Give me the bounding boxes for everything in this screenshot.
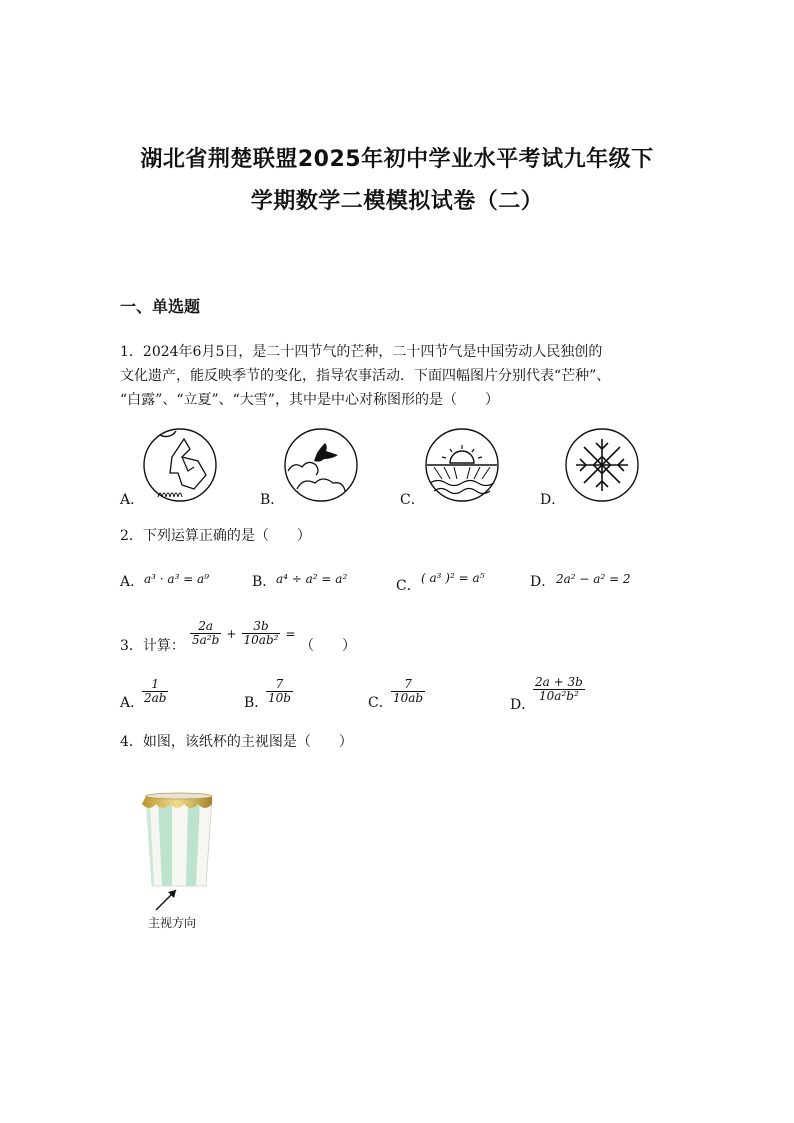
q4-stem: 4．如图，该纸杯的主视图是（ ） xyxy=(120,734,353,750)
q1-line2: 文化遗产，能反映季节的变化，指导农事活动．下面四幅图片分别代表“芒种”、 xyxy=(120,368,611,384)
q3-d-den: 10a²b² xyxy=(539,689,579,703)
q1-option-a-label: A． xyxy=(120,492,145,508)
q3-blank: （ ） xyxy=(300,638,356,654)
q3-option-a-label: A． xyxy=(120,695,145,711)
doc-title-line1: 湖北省荆楚联盟2025年初中学业水平考试九年级下 xyxy=(140,147,654,172)
mangzhong-icon xyxy=(142,427,220,505)
q3-option-c-label: C． xyxy=(368,695,393,711)
section-heading: 一、单选题 xyxy=(120,297,201,316)
q3-b-den: 10b xyxy=(268,691,291,705)
q3-fraction-1-num: 2a xyxy=(190,620,221,634)
doc-title-line2: 学期数学二模模拟试卷（二） xyxy=(250,189,544,214)
q3-fraction-1-den: 5a²b xyxy=(192,633,220,647)
q3-c-den: 10ab xyxy=(393,691,424,705)
q3-prefix: 3．计算： xyxy=(120,638,185,654)
q3-plus: + xyxy=(226,627,237,641)
q1-line3: “白露”、“立夏”、“大雪”，其中是中心对称图形的是（ ） xyxy=(120,392,499,408)
q3-expression xyxy=(190,620,296,647)
q2-option-a-label: A． xyxy=(120,574,145,590)
q3-option-b-label: B． xyxy=(244,695,269,711)
q1-option-b-label: B． xyxy=(260,492,285,508)
q1-line1: 1．2024年6月5日，是二十四节气的芒种，二十四节气是中国劳动人民独创的 xyxy=(120,344,603,360)
q1-option-c-label: C． xyxy=(400,492,425,508)
q3-fraction-2-den: 10ab² xyxy=(243,633,279,647)
q3-option-a xyxy=(142,678,168,705)
q4-image-caption: 主视方向 xyxy=(148,916,197,930)
q2-option-b: a⁴ ÷ a² = a² xyxy=(276,572,348,586)
daxue-icon xyxy=(564,427,642,505)
q3-equals: = xyxy=(285,627,296,641)
q3-option-d xyxy=(533,676,585,703)
q3-a-den: 2ab xyxy=(144,691,167,705)
q3-d-num: 2a + 3b xyxy=(535,675,583,689)
q3-fraction-2-num: 3b xyxy=(242,620,281,634)
q2-option-d-label: D． xyxy=(530,574,556,590)
q3-option-d-label: D． xyxy=(510,697,536,713)
q3-option-b xyxy=(266,678,293,705)
paper-cup-image xyxy=(138,784,228,914)
q2-option-b-label: B． xyxy=(252,574,277,590)
q3-b-num: 7 xyxy=(266,678,293,692)
q2-stem: 2．下列运算正确的是（ ） xyxy=(120,528,311,544)
lixia-icon xyxy=(424,427,502,505)
q3-fraction-1 xyxy=(190,620,221,647)
q3-a-num: 1 xyxy=(142,678,168,692)
q2-option-c: ( a³ )² = a⁵ xyxy=(421,571,485,585)
q2-option-a: a³ · a³ = a⁹ xyxy=(144,572,210,586)
q2-option-c-label: C． xyxy=(396,578,421,594)
bailu-icon xyxy=(283,427,361,505)
q3-c-num: 7 xyxy=(391,678,425,692)
q3-fraction-2 xyxy=(242,620,281,647)
q2-option-d: 2a² − a² = 2 xyxy=(556,572,631,586)
q1-option-d-label: D． xyxy=(540,492,566,508)
q3-option-c xyxy=(391,678,425,705)
